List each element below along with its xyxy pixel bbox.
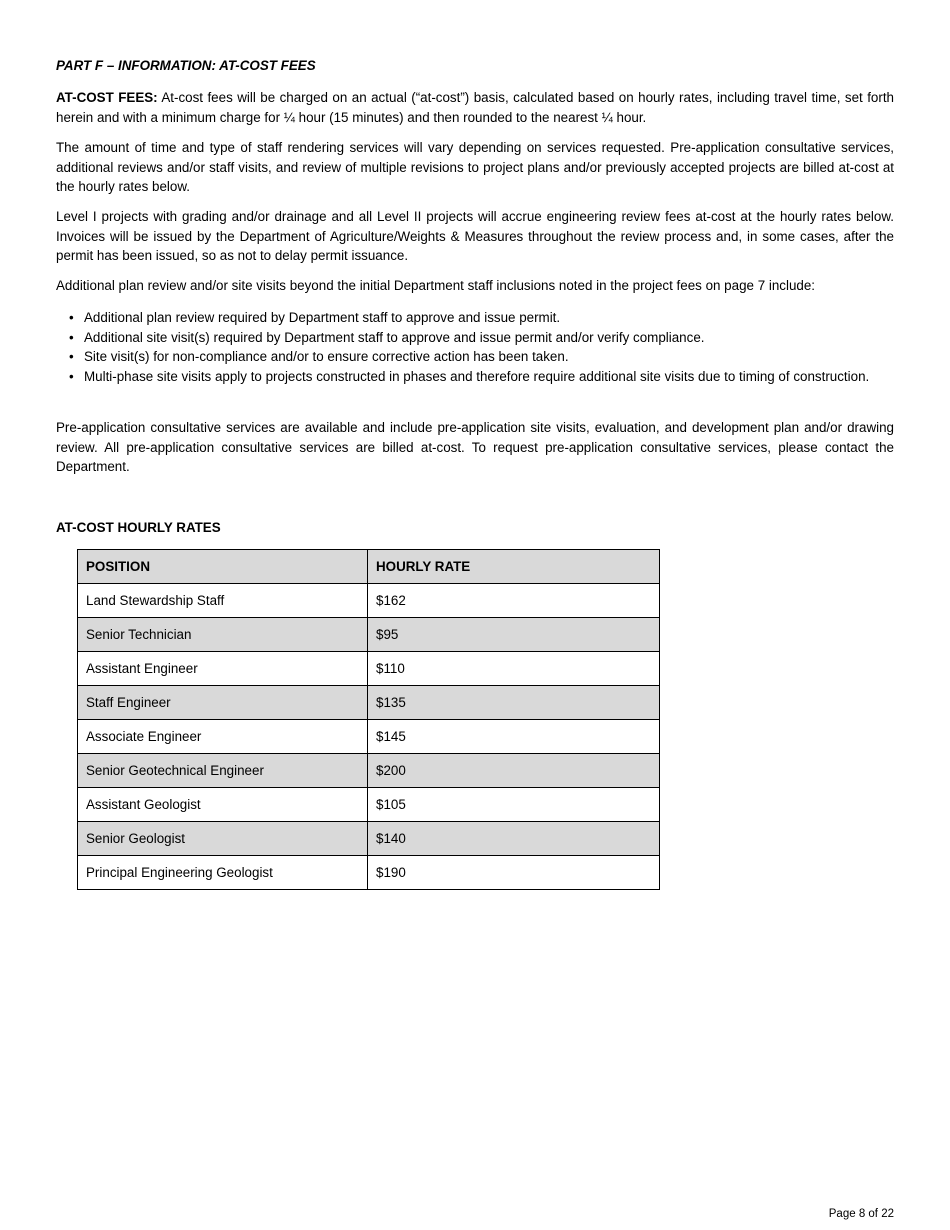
- hourly-rate-column-header: HOURLY RATE: [368, 550, 660, 584]
- section-title: PART F – INFORMATION: AT-COST FEES: [56, 58, 316, 73]
- at-cost-fees-paragraph: [56, 88, 894, 127]
- position-cell: Assistant Geologist: [78, 788, 368, 822]
- rate-cell: $145: [368, 720, 660, 754]
- position-cell: Land Stewardship Staff: [78, 584, 368, 618]
- position-cell: Senior Geologist: [78, 822, 368, 856]
- rate-cell: $95: [368, 618, 660, 652]
- staff-services-paragraph: The amount of time and type of staff rendering services will vary depending on services requested. Pre-application consultative services, additional reviews and/or staff visits, and review of multiple revisions to project plans and/or previously accepted projects are billed at-cost at the hourly rates below.: [56, 140, 894, 194]
- rate-cell: $200: [368, 754, 660, 788]
- table-row: [78, 584, 660, 618]
- rate-cell: $110: [368, 652, 660, 686]
- list-item-text: Additional site visit(s) required by Department staff to approve and issue permit and/or verify compliance.: [84, 329, 705, 345]
- page-number: Page 8 of 22: [828, 1208, 894, 1220]
- additional-review-list: [56, 308, 894, 386]
- table-row: [78, 856, 660, 890]
- table-row: [78, 652, 660, 686]
- at-cost-fees-label: AT-COST FEES:: [56, 90, 158, 105]
- bullet-icon: •: [69, 368, 74, 384]
- list-item: [56, 347, 894, 367]
- hourly-rates-table: [77, 549, 660, 890]
- level-projects-paragraph: Level I projects with grading and/or drainage and all Level II projects will accrue engineering review fees at-cost at the hourly rates below. Invoices will be issued by the Department of Agriculture/Weights & Measures throughout the review process and, in some cases, after the permit has been issued, so as not to delay permit issuance.: [56, 209, 894, 263]
- table-row: [78, 754, 660, 788]
- additional-review-paragraph: Additional plan review and/or site visits beyond the initial Department staff inclusions noted in the project fees on page 7 include:: [56, 278, 816, 293]
- bullet-icon: •: [69, 349, 74, 364]
- table-row: [78, 686, 660, 720]
- position-cell: Associate Engineer: [78, 720, 368, 754]
- list-item-text: Site visit(s) for non-compliance and/or to ensure corrective action has been taken.: [84, 349, 569, 364]
- list-item: [56, 328, 894, 348]
- rate-cell: $162: [368, 584, 660, 618]
- list-item: [56, 367, 894, 387]
- bullet-icon: •: [69, 310, 74, 325]
- pre-application-paragraph: Pre-application consultative services are available and include pre-application site visits, evaluation, and development plan and/or drawing review. All pre-application consultative services are billed at-cost. To request pre-application consultative services, please contact the Department.: [56, 420, 894, 474]
- rate-cell: $140: [368, 822, 660, 856]
- bullet-icon: •: [69, 329, 74, 345]
- list-item: [56, 308, 894, 328]
- table-row: [78, 720, 660, 754]
- table-row: [78, 788, 660, 822]
- rate-cell: $105: [368, 788, 660, 822]
- table-header-row: [78, 550, 660, 584]
- list-item-text: Additional plan review required by Department staff to approve and issue permit.: [84, 310, 561, 325]
- rates-heading: AT-COST HOURLY RATES: [56, 520, 221, 535]
- table-row: [78, 618, 660, 652]
- position-cell: Senior Technician: [78, 618, 368, 652]
- table-row: [78, 822, 660, 856]
- at-cost-fees-text: At-cost fees will be charged on an actual (“at-cost”) basis, calculated based on hourly rates, including travel time, set forth herein and with a minimum charge for ¼ hour (15 minutes) and then rounded to the nearest ¼ hour.: [56, 90, 894, 125]
- rate-cell: $190: [368, 856, 660, 890]
- position-cell: Principal Engineering Geologist: [78, 856, 368, 890]
- list-item-text: Multi-phase site visits apply to projects constructed in phases and therefore require additional site visits due to timing of construction.: [84, 368, 870, 384]
- rate-cell: $135: [368, 686, 660, 720]
- position-column-header: POSITION: [78, 550, 368, 584]
- position-cell: Assistant Engineer: [78, 652, 368, 686]
- position-cell: Senior Geotechnical Engineer: [78, 754, 368, 788]
- position-cell: Staff Engineer: [78, 686, 368, 720]
